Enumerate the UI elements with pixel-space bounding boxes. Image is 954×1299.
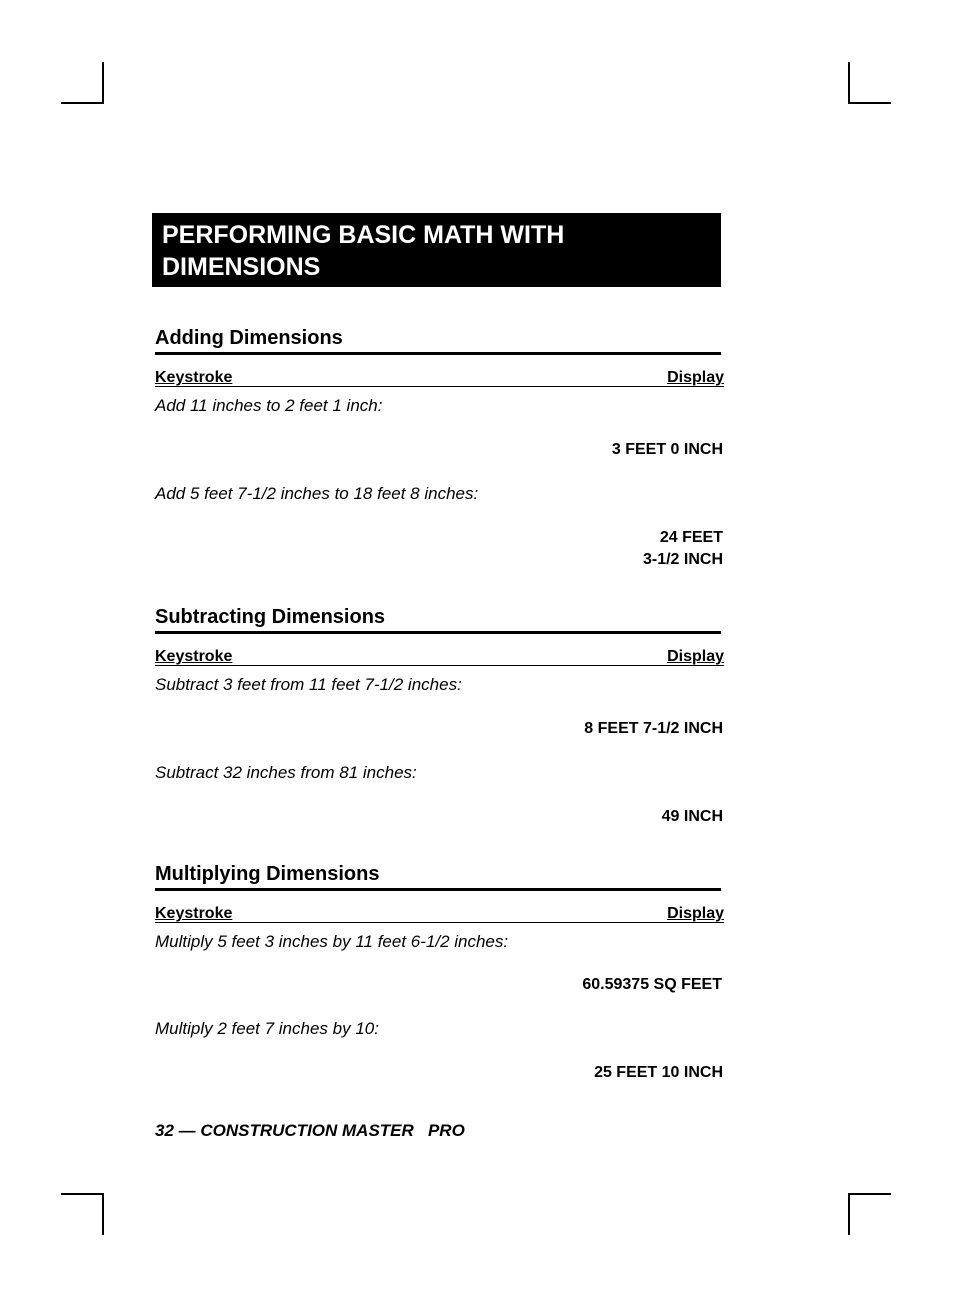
display-line: 60.59375 SQ FEET — [582, 976, 722, 993]
example-description: Multiply 2 feet 7 inches by 10: — [155, 1019, 379, 1038]
display-line: 25 FEET 10 INCH — [594, 1064, 723, 1081]
crop-mark-bottom-left-h — [61, 1193, 104, 1195]
display-line: 49 INCH — [661, 808, 723, 825]
column-header-rule — [155, 665, 724, 666]
crop-mark-bottom-left-v — [102, 1193, 104, 1235]
example-description: Add 11 inches to 2 feet 1 inch: — [155, 396, 383, 415]
page-footer: 32 — CONSTRUCTION MASTER PRO — [155, 1121, 465, 1140]
crop-mark-top-left-v — [102, 62, 104, 104]
display-result — [612, 439, 723, 461]
crop-mark-top-right-v — [848, 62, 850, 104]
display-header: Display — [667, 369, 724, 386]
column-headers-subtracting — [155, 648, 724, 666]
crop-mark-top-left-h — [61, 102, 104, 104]
keystroke-header: Keystroke — [155, 648, 233, 665]
display-header: Display — [667, 648, 724, 665]
display-result — [594, 1062, 723, 1084]
keystroke-header: Keystroke — [155, 369, 233, 386]
display-line: 3 FEET 0 INCH — [611, 441, 723, 458]
example-description: Add 5 feet 7-1/2 inches to 18 feet 8 inches: — [155, 484, 479, 503]
example-description: Subtract 32 inches from 81 inches: — [155, 763, 417, 782]
display-header: Display — [667, 905, 724, 922]
keystroke-header: Keystroke — [155, 905, 233, 922]
display-line: 8 FEET 7-1/2 INCH — [584, 720, 723, 737]
page-title-line-2: DIMENSIONS — [162, 253, 321, 281]
column-headers-adding — [155, 369, 724, 387]
section-heading-adding: Adding Dimensions — [155, 326, 721, 355]
display-result — [582, 974, 722, 996]
display-result — [584, 718, 723, 740]
section-heading-multiplying: Multiplying Dimensions — [155, 862, 721, 891]
display-result — [662, 806, 723, 828]
display-line: 3-1/2 INCH — [642, 551, 723, 568]
page-title — [152, 213, 721, 287]
page-title-line-1: PERFORMING BASIC MATH WITH — [162, 221, 565, 249]
column-header-rule — [155, 386, 724, 387]
display-result — [643, 527, 723, 571]
column-header-rule — [155, 922, 724, 923]
example-description: Subtract 3 feet from 11 feet 7-1/2 inches: — [155, 675, 462, 694]
example-description: Multiply 5 feet 3 inches by 11 feet 6-1/2 inches: — [155, 932, 509, 951]
section-heading-subtracting: Subtracting Dimensions — [155, 605, 721, 634]
column-headers-multiplying — [155, 905, 724, 923]
crop-mark-top-right-h — [848, 102, 891, 104]
crop-mark-bottom-right-h — [848, 1193, 891, 1195]
crop-mark-bottom-right-v — [848, 1193, 850, 1235]
display-line: 24 FEET — [659, 529, 723, 546]
